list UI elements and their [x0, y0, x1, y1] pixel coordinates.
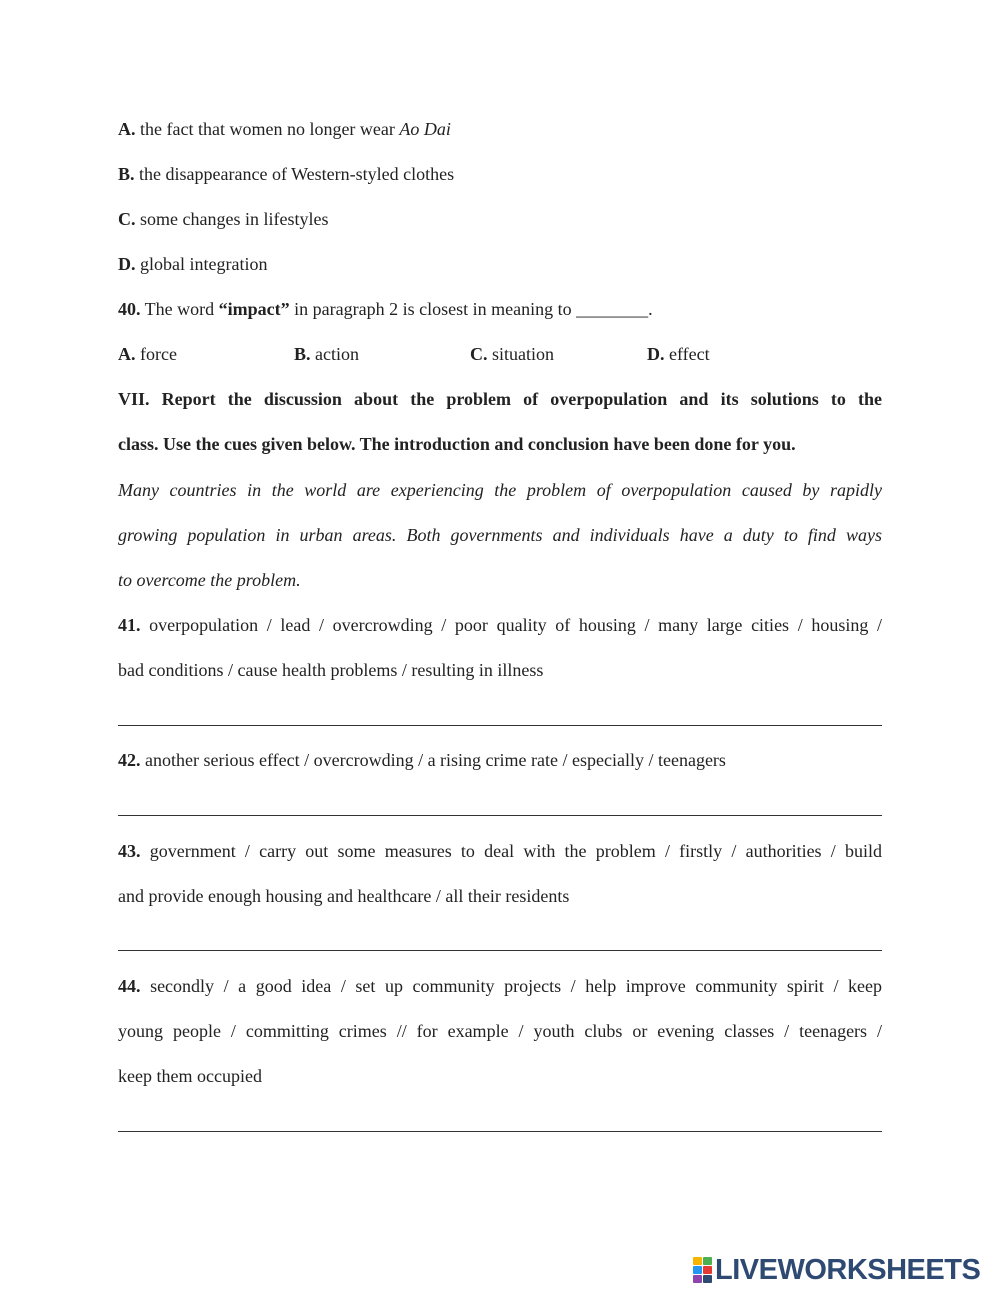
option-letter: A. [118, 344, 136, 364]
option-text: situation [487, 344, 554, 364]
q40-option-c[interactable] [470, 343, 554, 365]
option-text: global integration [140, 254, 268, 274]
option-letter: D. [118, 254, 136, 274]
logo-mark-icon [693, 1257, 712, 1283]
section-intro: growing population in urban areas. Both governments and individuals have a duty to find ways [118, 525, 882, 545]
logo-mark-square [703, 1275, 712, 1283]
q44-cue-continued: young people / committing crimes // for example / youth clubs or evening classes / teenagers / [118, 1021, 882, 1041]
option-italic-text: Ao Dai [399, 119, 451, 139]
section-intro: Many countries in the world are experiencing the problem of overpopulation caused by rapidly [118, 480, 882, 500]
option-letter: A. [118, 119, 136, 139]
question-number: 41. [118, 615, 141, 635]
q39-option-d [118, 253, 882, 275]
q44-cue-continued: keep them occupied [118, 1066, 262, 1086]
q43-cue [118, 840, 882, 862]
q40-question [118, 298, 882, 320]
option-text: force [135, 344, 177, 364]
option-letter: C. [118, 209, 136, 229]
q39-option-c [118, 208, 882, 230]
option-text: some changes in lifestyles [140, 209, 329, 229]
option-letter: D. [647, 344, 665, 364]
cue-text: government / carry out some measures to deal with the problem / firstly / authorities / build [140, 841, 882, 861]
cue-text: another serious effect / overcrowding / a rising crime rate / especially / teenagers [140, 750, 726, 770]
q42-answer-line[interactable] [118, 815, 882, 816]
section-intro: to overcome the problem. [118, 570, 301, 590]
logo-text: LIVEWORKSHEETS [715, 1253, 981, 1286]
option-letter: C. [470, 344, 488, 364]
q44-answer-line[interactable] [118, 1131, 882, 1132]
logo-mark-square [693, 1275, 702, 1283]
question-keyword: “impact” [218, 299, 290, 319]
option-text: the fact that women no longer wear [140, 119, 400, 139]
q44-cue [118, 975, 882, 997]
option-text: the disappearance of Western-styled clothes [139, 164, 455, 184]
logo-mark-square [693, 1257, 702, 1265]
question-number: 43. [118, 841, 141, 861]
q39-option-a [118, 118, 882, 140]
section-heading: VII. Report the discussion about the problem of overpopulation and its solutions to the [118, 389, 882, 409]
cue-text: overpopulation / lead / overcrowding / poor quality of housing / many large cities / housing / [140, 615, 882, 635]
cue-text: secondly / a good idea / set up community projects / help improve community spirit / keep [140, 976, 882, 996]
option-text: action [310, 344, 359, 364]
option-letter: B. [118, 164, 135, 184]
option-text: effect [664, 344, 710, 364]
liveworksheets-logo [693, 1255, 980, 1285]
q40-option-d[interactable] [647, 343, 710, 365]
question-number: 40. [118, 299, 141, 319]
q41-cue [118, 614, 882, 636]
q43-answer-line[interactable] [118, 950, 882, 951]
q42-cue [118, 749, 882, 771]
section-heading: class. Use the cues given below. The introduction and conclusion have been done for you. [118, 434, 796, 454]
q39-option-b [118, 163, 882, 185]
q40-option-b[interactable] [294, 343, 359, 365]
logo-mark-square [693, 1266, 702, 1274]
logo-mark-square [703, 1257, 712, 1265]
q40-option-a[interactable] [118, 343, 177, 365]
q41-answer-line[interactable] [118, 725, 882, 726]
question-number: 44. [118, 976, 141, 996]
question-text: in paragraph 2 is closest in meaning to ________. [289, 299, 653, 319]
q41-cue-continued: bad conditions / cause health problems / resulting in illness [118, 660, 544, 680]
option-letter: B. [294, 344, 311, 364]
logo-mark-square [703, 1266, 712, 1274]
question-number: 42. [118, 750, 141, 770]
question-text: The word [140, 299, 219, 319]
q43-cue-continued: and provide enough housing and healthcare / all their residents [118, 886, 570, 906]
